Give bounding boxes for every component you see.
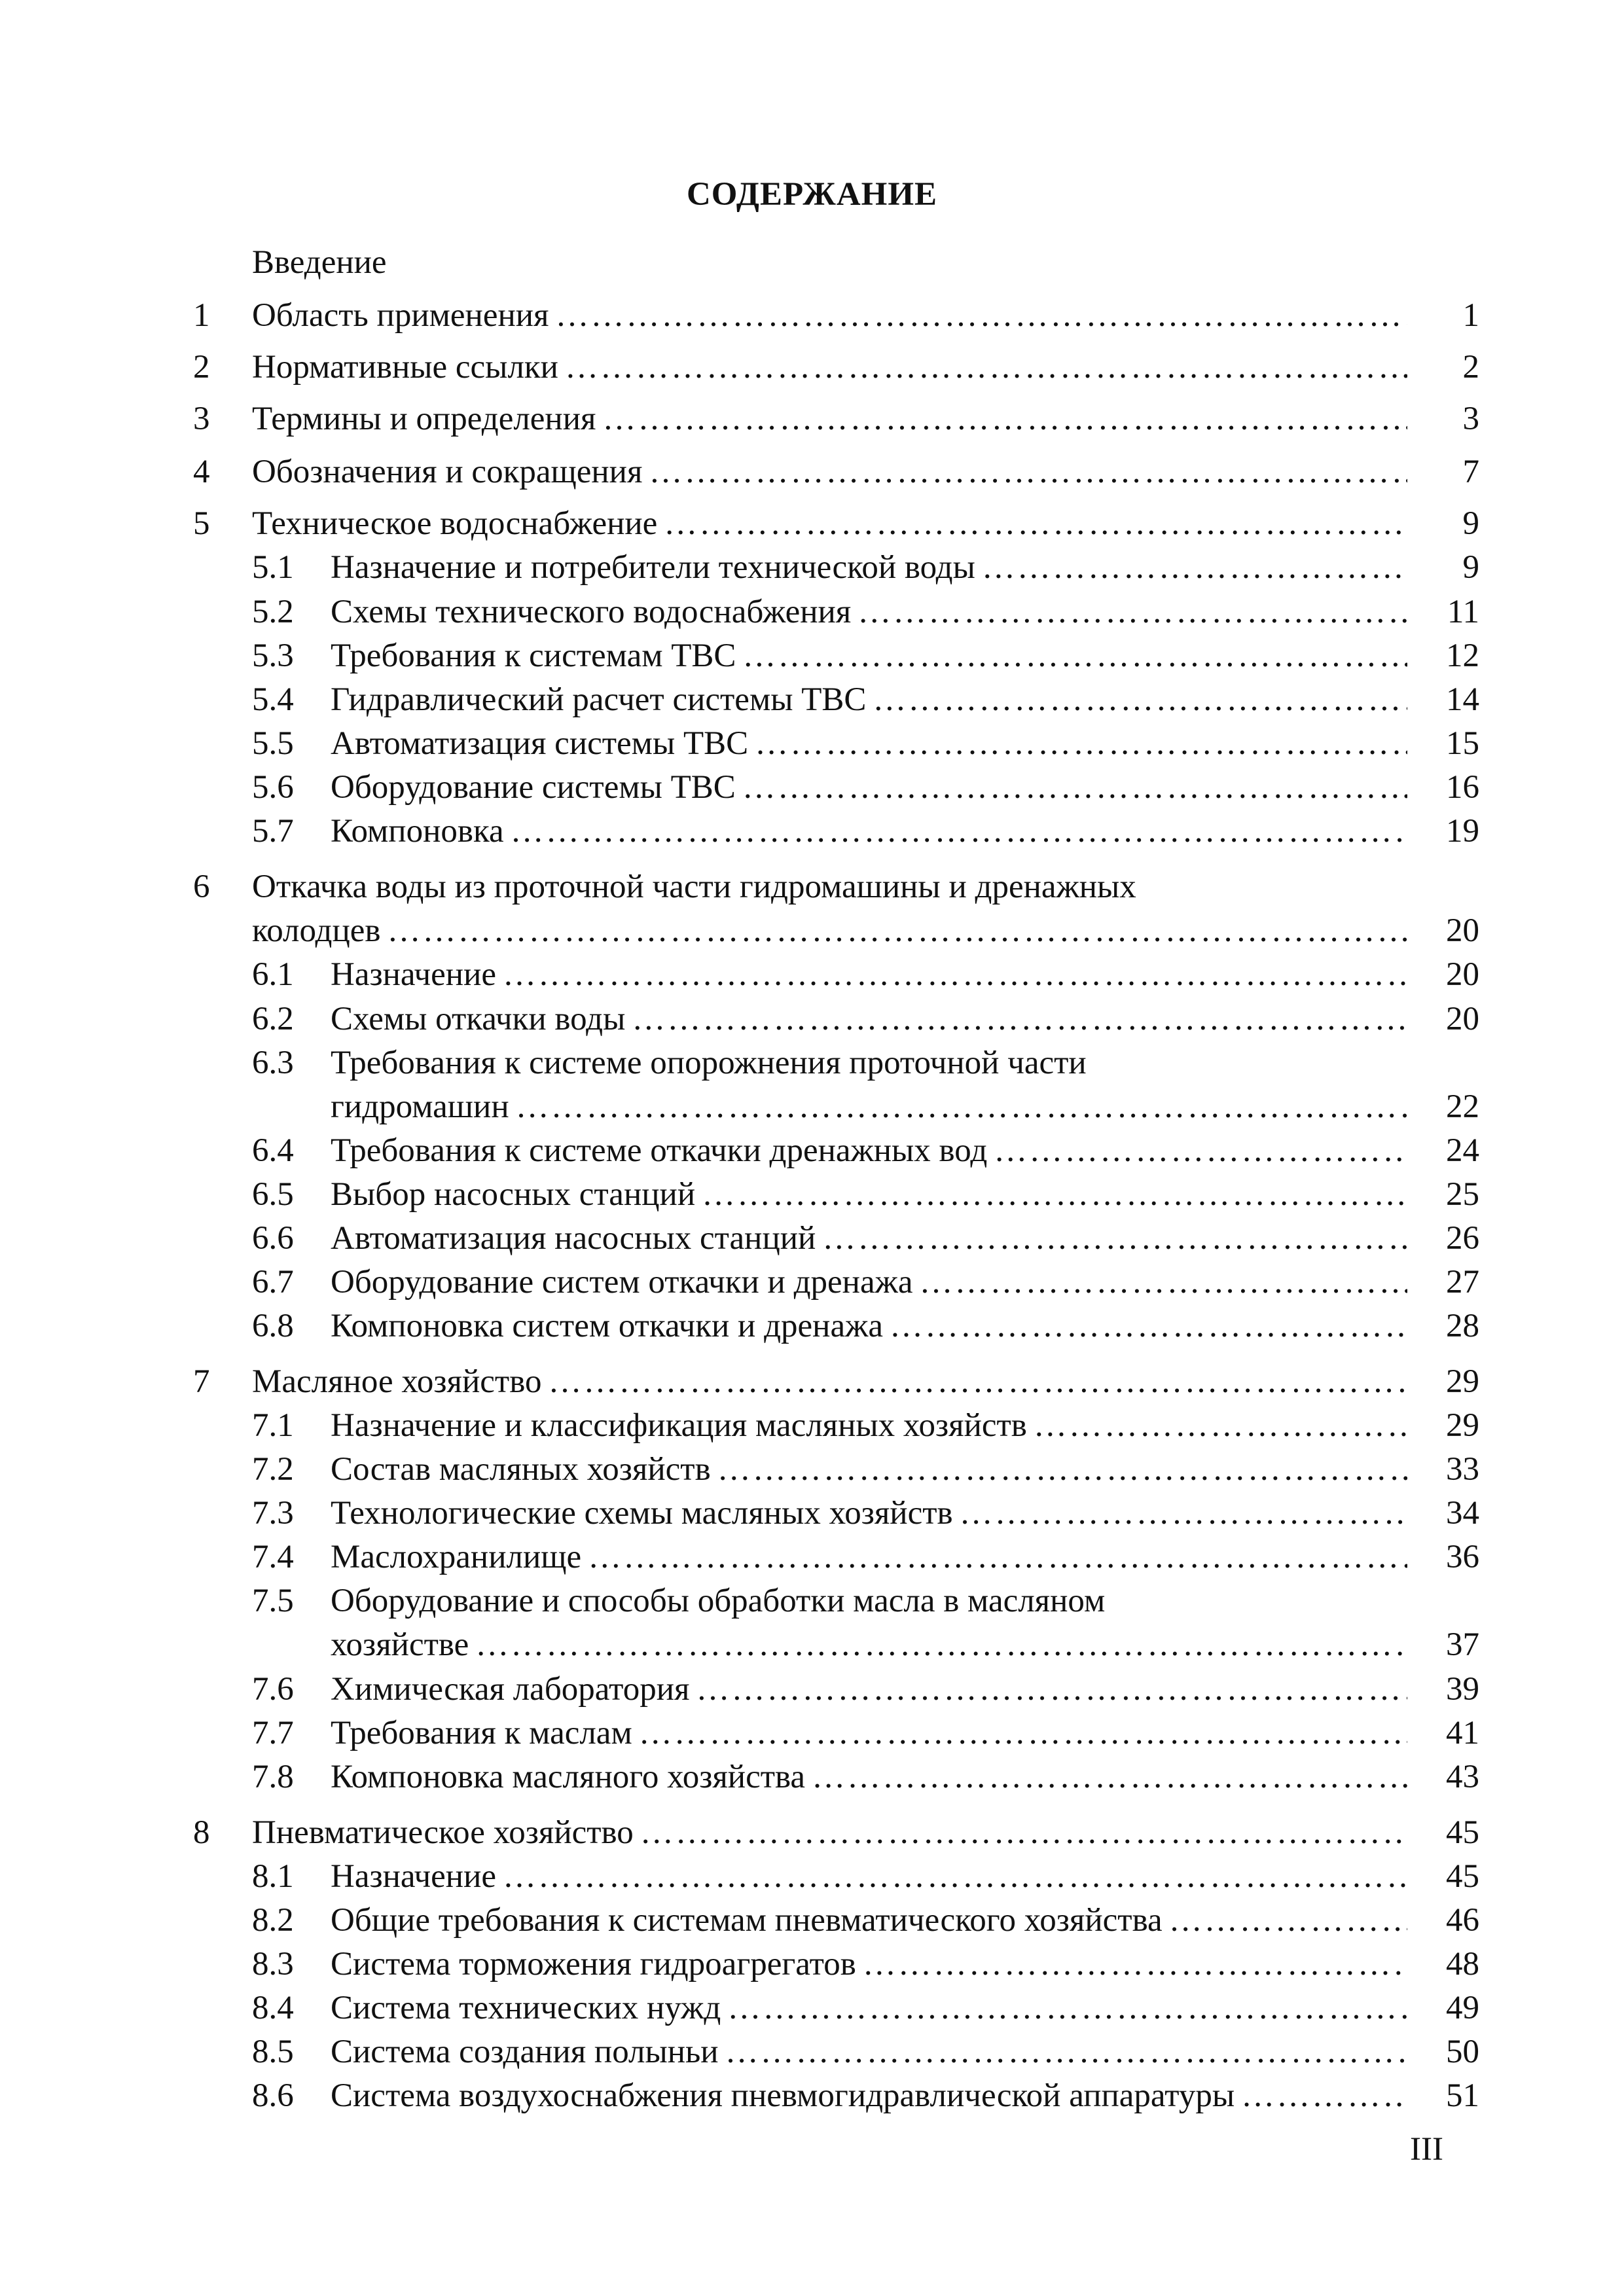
toc-dot-leader [822, 1219, 1407, 1258]
toc-entry-page: 41 [1446, 1715, 1479, 1751]
toc-entry-number: 6.3 [252, 1045, 294, 1081]
toc-entry-title: Автоматизация насосных станций [331, 1220, 816, 1257]
toc-entry[interactable] [0, 504, 1624, 543]
toc-entry-page: 20 [1446, 1001, 1479, 1037]
toc-entry-title: Состав масляных хозяйств [331, 1451, 711, 1488]
toc-entry-line [331, 1945, 1407, 1984]
toc-entry-title: Маслохранилище [331, 1539, 582, 1575]
toc-entry-page: 29 [1446, 1363, 1479, 1400]
toc-entry[interactable] [0, 592, 1624, 632]
toc-entry-line [331, 2076, 1407, 2115]
toc-dot-leader [556, 296, 1408, 335]
toc-entry-number: 5.3 [252, 637, 294, 674]
toc-entry-line [331, 1857, 1407, 1896]
toc-entry-line [252, 348, 1407, 387]
toc-entry-line [252, 399, 1407, 439]
toc-dot-leader [857, 592, 1407, 632]
toc-entry-line [331, 680, 1407, 719]
toc-entry-page: 19 [1446, 813, 1479, 850]
toc-entry-number: 7.5 [252, 1583, 294, 1619]
toc-entry-number: 8.4 [252, 1990, 294, 2026]
toc-entry-title: Система технических нужд [331, 1990, 721, 2026]
toc-dot-leader [994, 1131, 1407, 1170]
toc-entry-line [252, 504, 1407, 543]
toc-entry[interactable] [0, 768, 1624, 807]
toc-entry-page: 51 [1446, 2077, 1479, 2114]
toc-entry[interactable] [0, 955, 1624, 994]
toc-entry[interactable] [0, 1406, 1624, 1445]
toc-dot-leader [873, 680, 1407, 719]
toc-entry-number: 6.2 [252, 1001, 294, 1037]
toc-dot-leader [812, 1757, 1407, 1797]
toc-dot-leader [863, 1945, 1407, 1984]
toc-entry-number: 6.7 [252, 1264, 294, 1300]
toc-entry-line [252, 1813, 1407, 1852]
toc-dot-leader [890, 1306, 1407, 1346]
toc-entry-title: Схемы технического водоснабжения [331, 594, 852, 630]
toc-entry-title: Техническое водоснабжение [252, 505, 658, 542]
toc-entry-page: 24 [1446, 1132, 1479, 1169]
toc-entry-line [331, 1670, 1407, 1709]
toc-dot-leader [920, 1263, 1408, 1302]
toc-entry-title: Требования к маслам [331, 1715, 632, 1751]
toc-entry-line [331, 812, 1407, 851]
toc-entry-number: 5.4 [252, 681, 294, 718]
toc-dot-leader [982, 548, 1407, 587]
toc-entry-page: 49 [1446, 1990, 1479, 2026]
toc-entry-title: Назначение [331, 956, 497, 993]
toc-entry-line [331, 1450, 1407, 1489]
toc-entry-line [252, 452, 1407, 492]
toc-dot-leader [516, 1087, 1407, 1126]
toc-entry-page: 9 [1462, 549, 1479, 586]
toc-entry-title: гидромашин [331, 1088, 509, 1125]
toc-dot-leader [727, 1988, 1407, 2028]
toc-entry-line [331, 1494, 1407, 1533]
toc-entry-line [331, 768, 1407, 807]
toc-entry-line [331, 1406, 1407, 1445]
toc-entry-title: Назначение и классификация масляных хозяйств [331, 1407, 1027, 1444]
toc-entry-number: 6.6 [252, 1220, 294, 1257]
page-number: III [1410, 2131, 1443, 2168]
toc-entry[interactable] [0, 399, 1624, 439]
toc-entry-number: 8.3 [252, 1946, 294, 1982]
toc-dot-leader [632, 999, 1407, 1039]
toc-entry-line [252, 911, 1407, 950]
toc-entry[interactable] [0, 1713, 1624, 1753]
toc-entry-page: 27 [1446, 1264, 1479, 1300]
toc-entry[interactable] [0, 680, 1624, 719]
toc-entry-title: Область применения [252, 297, 549, 334]
toc-entry-page: 14 [1446, 681, 1479, 718]
toc-entry-title: Оборудование систем откачки и дренажа [331, 1264, 913, 1300]
toc-entry-number: 5.7 [252, 813, 294, 850]
toc-entry-page: 45 [1446, 1814, 1479, 1851]
toc-entry-title: Компоновка [331, 813, 504, 850]
toc-entry[interactable] [0, 1219, 1624, 1258]
toc-entry-line [331, 548, 1407, 587]
toc-entry-title: Требования к системам ТВС [331, 637, 736, 674]
toc-entry-number: 7.3 [252, 1495, 294, 1532]
toc-entry[interactable] [0, 1757, 1624, 1797]
toc-entry-page: 45 [1446, 1858, 1479, 1895]
toc-entry-page: 37 [1446, 1626, 1479, 1663]
toc-entry-line [331, 1988, 1407, 2028]
toc-dot-leader [548, 1362, 1407, 1401]
toc-entry-number: 8 [193, 1814, 210, 1851]
toc-dot-leader [960, 1494, 1407, 1533]
toc-entry-number: 8.2 [252, 1902, 294, 1939]
toc-entry[interactable] [0, 1131, 1624, 1170]
toc-entry-number: 8.1 [252, 1858, 294, 1895]
toc-entry[interactable] [0, 348, 1624, 387]
toc-dot-leader [725, 2032, 1407, 2072]
toc-dot-leader [717, 1450, 1407, 1489]
toc-entry[interactable] [0, 1450, 1624, 1489]
toc-entry-number: 8.6 [252, 2077, 294, 2114]
toc-entry-page: 28 [1446, 1308, 1479, 1344]
toc-entry-page: 46 [1446, 1902, 1479, 1939]
toc-entry-page: 29 [1446, 1407, 1479, 1444]
toc-entry-page: 43 [1446, 1759, 1479, 1795]
toc-entry-title: хозяйстве [331, 1626, 469, 1663]
toc-dot-leader [1241, 2076, 1407, 2115]
toc-entry-page: 9 [1462, 505, 1479, 542]
toc-entry-title: Химическая лаборатория [331, 1671, 690, 1708]
toc-entry[interactable] [0, 1087, 1624, 1126]
toc-entry-page: 1 [1462, 297, 1479, 334]
toc-entry-page: 25 [1446, 1176, 1479, 1213]
toc-dot-leader [588, 1537, 1407, 1577]
toc-entry[interactable] [0, 2032, 1624, 2072]
toc-dot-leader [639, 1713, 1407, 1753]
toc-dot-leader [565, 348, 1407, 387]
toc-entry[interactable] [0, 1043, 1624, 1083]
toc-entry-number: 7 [193, 1363, 210, 1400]
toc-entry-line [331, 1713, 1407, 1753]
toc-dot-leader [702, 1175, 1407, 1214]
toc-entry-number: 6.5 [252, 1176, 294, 1213]
toc-entry[interactable] [0, 1670, 1624, 1709]
toc-entry[interactable] [0, 2076, 1624, 2115]
toc-dot-leader [602, 399, 1407, 439]
toc-entry-line [331, 999, 1407, 1039]
toc-entry-title: Требования к системе опорожнения проточной части [331, 1045, 1087, 1081]
toc-entry-page: 20 [1446, 956, 1479, 993]
toc-entry-number: 3 [193, 401, 210, 437]
toc-entry[interactable] [0, 1581, 1624, 1621]
toc-entry-line [331, 1625, 1407, 1664]
toc-entry-number: 4 [193, 454, 210, 490]
toc-entry-title: Компоновка систем откачки и дренажа [331, 1308, 883, 1344]
toc-entry-page: 12 [1446, 637, 1479, 674]
toc-entry-page: 26 [1446, 1220, 1479, 1257]
toc-entry-title: Обозначения и сокращения [252, 454, 643, 490]
toc-entry[interactable] [0, 1306, 1624, 1346]
toc-entry[interactable] [0, 296, 1624, 335]
toc-entry-number: 6 [193, 869, 210, 905]
toc-entry-title: Общие требования к системам пневматического хозяйства [331, 1902, 1163, 1939]
toc-entry-title: Выбор насосных станций [331, 1176, 696, 1213]
toc-dot-leader [696, 1670, 1407, 1709]
toc-entry-page: 34 [1446, 1495, 1479, 1532]
toc-entry-page: 33 [1446, 1451, 1479, 1488]
toc-entry-page: 20 [1446, 912, 1479, 949]
toc-entry-page: 3 [1462, 401, 1479, 437]
toc-entry-line [331, 592, 1407, 632]
toc-entry-number: 5.2 [252, 594, 294, 630]
toc-entry-title: Назначение и потребители технической воды [331, 549, 975, 586]
toc-entry[interactable] [0, 911, 1624, 950]
toc-entry-title: Система торможения гидроагрегатов [331, 1946, 856, 1982]
toc-entry[interactable] [0, 867, 1624, 906]
toc-dot-leader [742, 768, 1407, 807]
toc-entry[interactable] [0, 548, 1624, 587]
toc-entry[interactable] [0, 1813, 1624, 1852]
toc-entry-number: 1 [193, 297, 210, 334]
toc-intro: Введение [252, 244, 387, 281]
toc-entry-line [331, 1131, 1407, 1170]
toc-entry-line [331, 1537, 1407, 1577]
toc-entry-line [252, 296, 1407, 335]
toc-entry-line [331, 2032, 1407, 2072]
page-title: СОДЕРЖАНИЕ [686, 176, 938, 213]
toc-entry-line [331, 1306, 1407, 1346]
toc-dot-leader [387, 911, 1407, 950]
toc-entry-title: Назначение [331, 1858, 497, 1895]
toc-dot-leader [1169, 1901, 1407, 1940]
toc-entry-number: 8.5 [252, 2034, 294, 2070]
toc-entry[interactable] [0, 1901, 1624, 1940]
toc-dot-leader [511, 812, 1407, 851]
toc-entry-page: 11 [1447, 594, 1479, 630]
toc-entry-number: 7.8 [252, 1759, 294, 1795]
toc-entry-title: Оборудование и способы обработки масла в масляном [331, 1583, 1106, 1619]
toc-entry[interactable] [0, 1263, 1624, 1302]
toc-entry-title: Система создания полыньи [331, 2034, 719, 2070]
toc-dot-leader [1034, 1406, 1407, 1445]
toc-entry-page: 36 [1446, 1539, 1479, 1575]
toc-entry-title: Пневматическое хозяйство [252, 1814, 634, 1851]
toc-entry-line [331, 724, 1407, 763]
toc-entry-title: Гидравлический расчет системы ТВС [331, 681, 867, 718]
toc-dot-leader [503, 1857, 1407, 1896]
toc-entry-number: 7.1 [252, 1407, 294, 1444]
toc-entry-line [331, 1263, 1407, 1302]
toc-entry-line [331, 1087, 1407, 1126]
toc-entry-line [331, 636, 1407, 675]
toc-dot-leader [640, 1813, 1407, 1852]
toc-entry-number: 7.2 [252, 1451, 294, 1488]
toc-entry-title: Нормативные ссылки [252, 349, 558, 386]
toc-entry[interactable] [0, 1362, 1624, 1401]
toc-entry-title: Термины и определения [252, 401, 596, 437]
toc-entry-line [331, 1175, 1407, 1214]
toc-entry[interactable] [0, 812, 1624, 851]
toc-entry-title: Оборудование системы ТВС [331, 769, 736, 806]
toc-dot-leader [664, 504, 1407, 543]
toc-entry-number: 7.4 [252, 1539, 294, 1575]
toc-dot-leader [742, 636, 1407, 675]
toc-dot-leader [649, 452, 1407, 492]
toc-entry-number: 6.4 [252, 1132, 294, 1169]
toc-entry-number: 5 [193, 505, 210, 542]
toc-entry[interactable] [0, 1175, 1624, 1214]
toc-entry-number: 5.5 [252, 725, 294, 762]
toc-entry-line [252, 867, 1407, 906]
toc-entry-title: Компоновка масляного хозяйства [331, 1759, 806, 1795]
toc-entry-number: 5.6 [252, 769, 294, 806]
toc-entry[interactable] [0, 1988, 1624, 2028]
toc-dot-leader [755, 724, 1407, 763]
toc-entry-page: 48 [1446, 1946, 1479, 1982]
toc-entry-number: 6.8 [252, 1308, 294, 1344]
toc-entry[interactable] [0, 1625, 1624, 1664]
toc-entry-title: Технологические схемы масляных хозяйств [331, 1495, 953, 1532]
toc-entry[interactable] [0, 1945, 1624, 1984]
toc-entry[interactable] [0, 724, 1624, 763]
toc-dot-leader [475, 1625, 1407, 1664]
toc-entry-line [331, 1757, 1407, 1797]
toc-entry-title: Автоматизация системы ТВС [331, 725, 749, 762]
toc-entry-line [252, 1362, 1407, 1401]
toc-entry-number: 2 [193, 349, 210, 386]
toc-entry-page: 39 [1446, 1671, 1479, 1708]
toc-entry[interactable] [0, 1537, 1624, 1577]
toc-entry-number: 7.6 [252, 1671, 294, 1708]
toc-entry-number: 6.1 [252, 956, 294, 993]
toc-entry-title: Система воздухоснабжения пневмогидравлической аппаратуры [331, 2077, 1235, 2114]
toc-entry-page: 16 [1446, 769, 1479, 806]
toc-entry-line [331, 1043, 1407, 1083]
toc-entry-title: Откачка воды из проточной части гидромашины и дренажных [252, 869, 1136, 905]
toc-entry-page: 22 [1446, 1088, 1479, 1125]
toc-entry-number: 7.7 [252, 1715, 294, 1751]
toc-entry[interactable] [0, 999, 1624, 1039]
toc-entry-page: 15 [1446, 725, 1479, 762]
toc-entry[interactable] [0, 1494, 1624, 1533]
toc-entry-line [331, 1581, 1407, 1621]
toc-entry-title: Схемы откачки воды [331, 1001, 626, 1037]
toc-entry-title: Требования к системе откачки дренажных вод [331, 1132, 988, 1169]
toc-entry-line [331, 1901, 1407, 1940]
toc-entry-line [331, 1219, 1407, 1258]
toc-entry[interactable] [0, 636, 1624, 675]
toc-dot-leader [503, 955, 1407, 994]
toc-entry-page: 7 [1462, 454, 1479, 490]
toc-entry-number: 5.1 [252, 549, 294, 586]
toc-entry-line [331, 955, 1407, 994]
toc-entry-page: 2 [1462, 349, 1479, 386]
toc-entry-title: колодцев [252, 912, 381, 949]
toc-entry-title: Масляное хозяйство [252, 1363, 542, 1400]
toc-entry-page: 50 [1446, 2034, 1479, 2070]
toc-entry[interactable] [0, 452, 1624, 492]
toc-entry[interactable] [0, 1857, 1624, 1896]
